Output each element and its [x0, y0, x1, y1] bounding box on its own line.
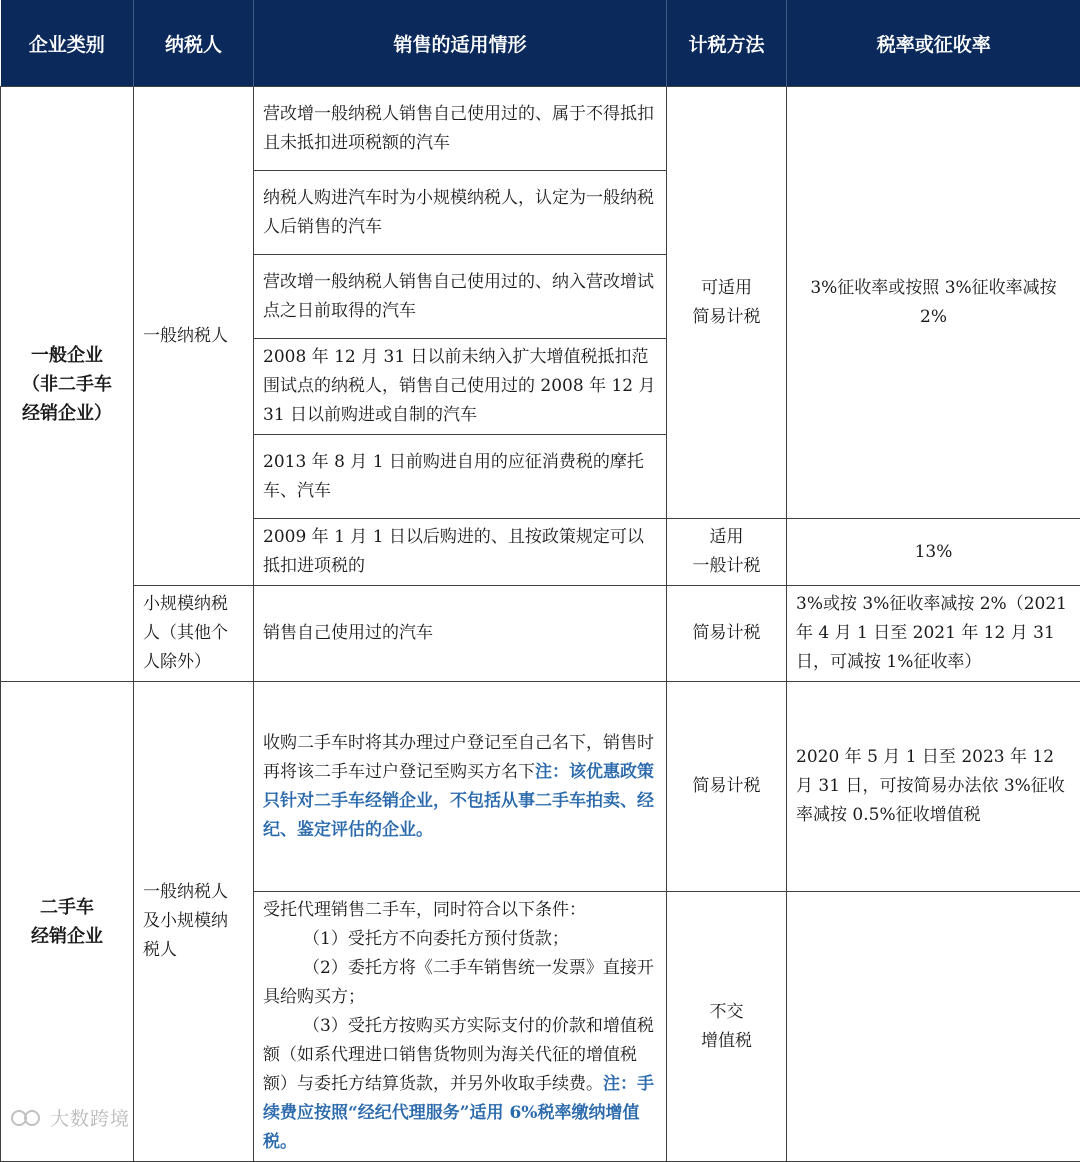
- method-general: 适用 一般计税: [667, 519, 787, 586]
- watermark: [10, 1104, 130, 1131]
- payer-general: 一般纳税人: [134, 87, 254, 586]
- method-simple: 可适用 简易计税: [667, 87, 787, 519]
- case-cell: 2008 年 12 月 31 日以前未纳入扩大增值税抵扣范围试点的纳税人，销售自己使用过的 2008 年 12 月 31 日以前购进或自制的汽车: [254, 339, 667, 435]
- category-used-car: 二手车 经销企业: [1, 682, 134, 1162]
- method-used-car: 简易计税: [667, 682, 787, 892]
- case-cell: 营改增一般纳税人销售自己使用过的、属于不得抵扣且未抵扣进项税额的汽车: [254, 87, 667, 171]
- category-general: 一般企业 （非二手车 经销企业）: [1, 87, 134, 682]
- watermark-text: 大数跨境: [50, 1104, 130, 1131]
- rate-small: 3%或按 3%征收率减按 2%（2021 年 4 月 1 日至 2021 年 12 月 31 日，可减按 1%征收率）: [787, 586, 1080, 682]
- case-cell: 纳税人购进汽车时为小规模纳税人，认定为一般纳税人后销售的汽车: [254, 171, 667, 255]
- policy-note: 注：该优惠政策只针对二手车经销企业，不包括从事二手车拍卖、经纪、鉴定评估的企业。: [263, 762, 654, 840]
- rate-simple: 3%征收率或按照 3%征收率减按 2%: [787, 87, 1080, 519]
- header-taxpayer: 纳税人: [134, 0, 254, 87]
- rate-used-car: 2020 年 5 月 1 日至 2023 年 12 月 31 日，可按简易办法依 3%征收率减按 0.5%征收增值税: [787, 682, 1080, 892]
- method-consign: 不交 增值税: [667, 892, 787, 1162]
- case-cell: 收购二手车时将其办理过户登记至自己名下，销售时再将该二手车过户登记至购买方名下注：该优惠政策只针对二手车经销企业，不包括从事二手车拍卖、经纪、鉴定评估的企业。: [254, 682, 667, 892]
- header-category: 企业类别: [1, 0, 134, 87]
- case-cell: 营改增一般纳税人销售自己使用过的、纳入营改增试点之日前取得的汽车: [254, 255, 667, 339]
- header-rate: 税率或征收率: [787, 0, 1080, 87]
- case-cell: 受托代理销售二手车，同时符合以下条件： （1）受托方不向委托方预付货款； （2）委托方将《二手车销售统一发票》直接开具给购买方； （3）受托方按购买方实际支付的价款和增值税额（如系代理进口销售货物则为海关代征的增值税额）与委托方结算货款，并另外收取手续费。注：手续费应按照“经纪代理服务”适用 6%税率缴纳增值税。: [254, 892, 667, 1162]
- rate-general: 13%: [787, 519, 1080, 586]
- fee-note: 注：手续费应按照“经纪代理服务”适用 6%税率缴纳增值税。: [263, 1074, 654, 1152]
- method-small: 简易计税: [667, 586, 787, 682]
- case-cell: 2013 年 8 月 1 日前购进自用的应征消费税的摩托车、汽车: [254, 435, 667, 519]
- table-row: [1, 87, 1080, 171]
- header-row: [1, 0, 1080, 87]
- header-method: 计税方法: [667, 0, 787, 87]
- case-cell: 销售自己使用过的汽车: [254, 586, 667, 682]
- payer-used-car: 一般纳税人及小规模纳税人: [134, 682, 254, 1162]
- brand-logo-icon: [10, 1107, 44, 1129]
- table-row: [1, 586, 1080, 682]
- case-cell: 2009 年 1 月 1 日以后购进的、且按政策规定可以抵扣进项税的: [254, 519, 667, 586]
- payer-small: 小规模纳税人（其他个人除外）: [134, 586, 254, 682]
- table-row: [1, 682, 1080, 892]
- rate-consign: [787, 892, 1080, 1162]
- header-sale-case: 销售的适用情形: [254, 0, 667, 87]
